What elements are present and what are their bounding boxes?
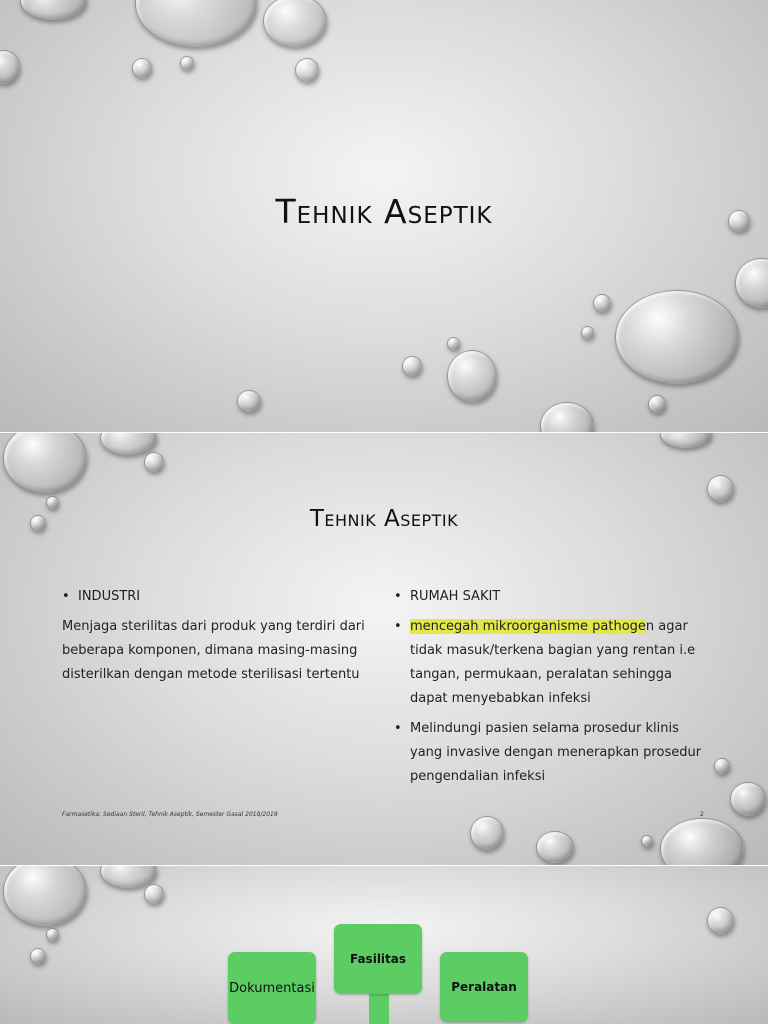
slide-3 [0, 866, 768, 1024]
dokumentasi-box: Dokumentasi [228, 952, 316, 1024]
water-drop-decoration [180, 56, 194, 70]
water-drop-decoration [46, 928, 59, 941]
water-drop-decoration [707, 907, 734, 934]
slide-2 [0, 433, 768, 865]
slide-title: Tehnik Aseptik [309, 506, 459, 532]
water-drop-decoration [3, 433, 87, 493]
water-drop-decoration [132, 58, 152, 78]
water-drop-decoration [648, 395, 666, 413]
rumah-sakit-item-1 [394, 615, 704, 711]
water-drop-decoration [447, 337, 460, 350]
peralatan-box: Peralatan [440, 952, 528, 1022]
water-drop-decoration [402, 356, 422, 376]
water-drop-decoration [0, 50, 20, 84]
water-drop-decoration [295, 58, 319, 82]
water-drop-decoration [237, 390, 261, 412]
water-drop-decoration [581, 326, 594, 339]
water-drop-decoration [135, 0, 257, 47]
water-drop-decoration [660, 818, 744, 865]
industri-column [62, 585, 372, 693]
industri-heading: • INDUSTRI [62, 585, 372, 609]
water-drop-decoration [593, 294, 611, 312]
water-drop-decoration [540, 402, 594, 432]
rumah-sakit-item-2: • Melindungi pasien selama prosedur klinis yang invasive dengan menerapkan prosedur pengendalian infeksi [394, 717, 704, 789]
water-drop-decoration [714, 758, 730, 774]
industri-description: Menjaga sterilitas dari produk yang terdiri dari beberapa komponen, dimana masing-masing disterilkan dengan metode sterilisasi tertentu [62, 619, 365, 682]
water-drop-decoration [730, 782, 766, 816]
water-drop-decoration [615, 290, 739, 384]
slide-1 [0, 0, 768, 432]
water-drop-decoration [536, 831, 574, 863]
water-drop-decoration [144, 884, 164, 904]
page-number: 2 [700, 811, 704, 818]
water-drop-decoration [641, 835, 653, 847]
diagram-connector [369, 992, 389, 1024]
rumah-sakit-column [394, 585, 704, 795]
rumah-sakit-heading: • RUMAH SAKIT [394, 585, 704, 609]
water-drop-decoration [144, 452, 164, 472]
water-drop-decoration [660, 433, 712, 448]
water-drop-decoration [447, 350, 497, 402]
water-drop-decoration [30, 948, 46, 964]
water-drop-decoration [707, 475, 734, 502]
slide-footer: Farmasetika: Sediaan Steril, Tehnik Aseptik, Semester Gasal 2018/2019 [62, 811, 278, 818]
fasilitas-box: Fasilitas [334, 924, 422, 994]
water-drop-decoration [470, 816, 504, 850]
water-drop-decoration [263, 0, 327, 47]
slide-title: Tehnik Aseptik [275, 192, 493, 231]
water-drop-decoration [3, 866, 87, 926]
highlighted-text: mencegah mikroorganisme pathoge [410, 619, 646, 634]
water-drop-decoration [735, 258, 768, 308]
water-drop-decoration [20, 0, 87, 20]
water-drop-decoration [100, 433, 157, 455]
item-1-text: n agar tidak masuk/terkena bagian yang rentan i.e tangan, permukaan, peralatan sehingga dapat menyebabkan infeksi [410, 619, 696, 706]
